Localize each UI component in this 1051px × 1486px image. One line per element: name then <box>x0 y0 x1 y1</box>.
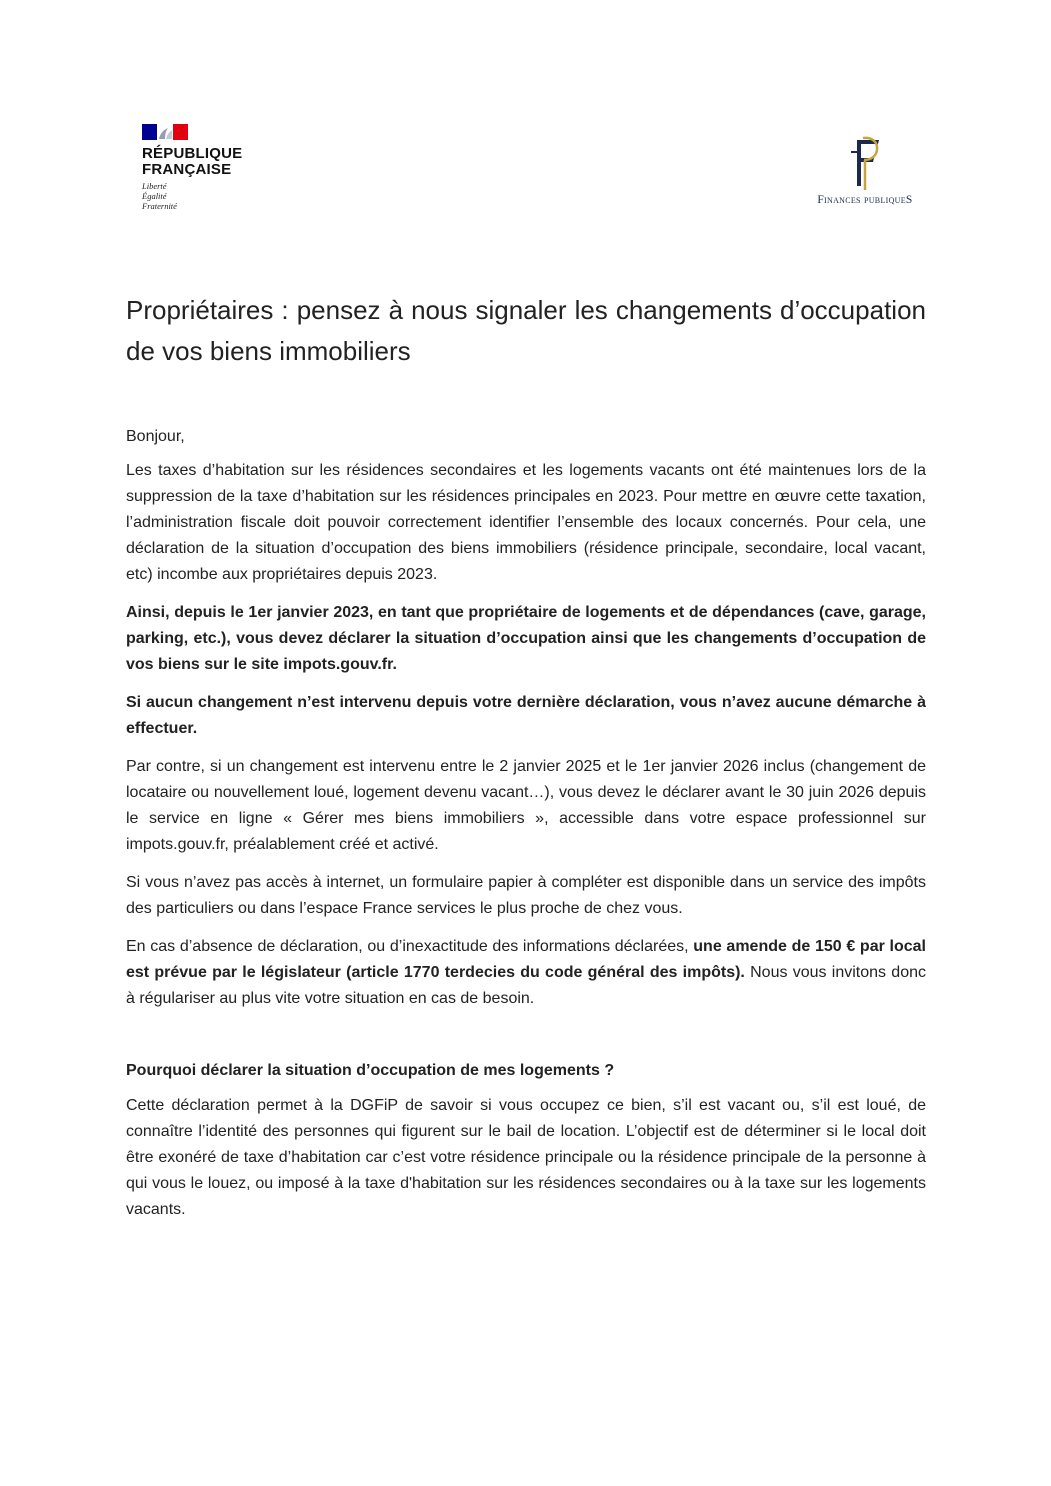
republique-francaise-logo <box>142 124 282 211</box>
paragraph-obligation: Ainsi, depuis le 1er janvier 2023, en tant que propriétaire de logements et de dépendances (cave, garage, parking, etc.), vous devez déclarer la situation d’occupation ainsi que les changements d’occupation de vos biens sur le site impots.gouv.fr. <box>126 604 926 673</box>
paragraph-no-change: Si aucun changement n’est intervenu depuis votre dernière déclaration, vous n’avez aucune démarche à effectuer. <box>126 694 926 737</box>
document-body <box>126 424 926 1235</box>
rf-name <box>142 146 282 178</box>
penalty-intro: En cas d’absence de déclaration, ou d’inexactitude des informations déclarées, <box>126 938 694 955</box>
paragraph-deadline: Par contre, si un changement est intervenu entre le 2 janvier 2025 et le 1er janvier 2026 inclus (changement de locataire ou nouvellement loué, logement devenu vacant…), vous devez le déclarer avant le 30 juin 2026 depuis le service en ligne « Gérer mes biens immobiliers », accessible dans votre espace professionnel sur impots.gouv.fr, préalablement créé et activé. <box>126 758 926 853</box>
paragraph-context: Les taxes d’habitation sur les résidences secondaires et les logements vacants ont été maintenues lors de la suppression de la taxe d’habitation sur les résidences principales en 2023. Pour mettre en œuvre cette taxation, l’administration fiscale doit pouvoir correctement identifier l’ensemble des locaux concernés. Pour cela, une déclaration de la situation d’occupation des biens immobiliers (résidence principale, secondaire, local vacant, etc) incombe aux propriétaires depuis 2023. <box>126 462 926 583</box>
rf-name-line1: RÉPUBLIQUE <box>142 145 243 162</box>
paragraph-purpose: Cette déclaration permet à la DGFiP de savoir si vous occupez ce bien, s’il est vacant ou, s’il est loué, de connaître l’identité des personnes qui figurent sur le bail de location. L’objectif est de déterminer si le local doit être exonéré de taxe d’habitation car c’est votre résidence principale ou la résidence principale de la personne à qui vous le louez, ou imposé à la taxe d'habitation sur les résidences secondaires ou à la taxe sur les logements vacants. <box>126 1097 926 1218</box>
fp-monogram-icon <box>845 134 885 192</box>
rf-name-line2: FRANÇAISE <box>142 161 232 178</box>
paragraph-paper-form: Si vous n’avez pas accès à internet, un formulaire papier à compléter est disponible dans un service des impôts des particuliers ou dans l’espace France services le plus proche de chez vous. <box>126 874 926 917</box>
motto-egalite: Égalité <box>142 191 167 201</box>
section-heading: Pourquoi déclarer la situation d’occupation de mes logements ? <box>126 1062 615 1079</box>
document-title: Propriétaires : pensez à nous signaler les changements d’occupation de vos biens immobiliers <box>126 295 926 366</box>
greeting: Bonjour, <box>126 428 185 445</box>
penalty-invitation: Nous vous invitons donc à régulariser au plus vite votre situation en cas de besoin. <box>126 964 926 1007</box>
penalty-amount: une amende de 150 € par local est prévue par le législateur (article 1770 terdecies du code général des impôts). <box>126 938 926 981</box>
motto-fraternite: Fraternité <box>142 201 177 211</box>
marianne-flag-icon <box>142 124 188 140</box>
finances-publiques-logo <box>800 134 930 206</box>
motto-liberte: Liberté <box>142 181 167 191</box>
fp-logo-text: Finances publiqueS <box>817 194 913 206</box>
rf-motto <box>142 181 282 211</box>
paragraph-penalty <box>126 934 926 1012</box>
